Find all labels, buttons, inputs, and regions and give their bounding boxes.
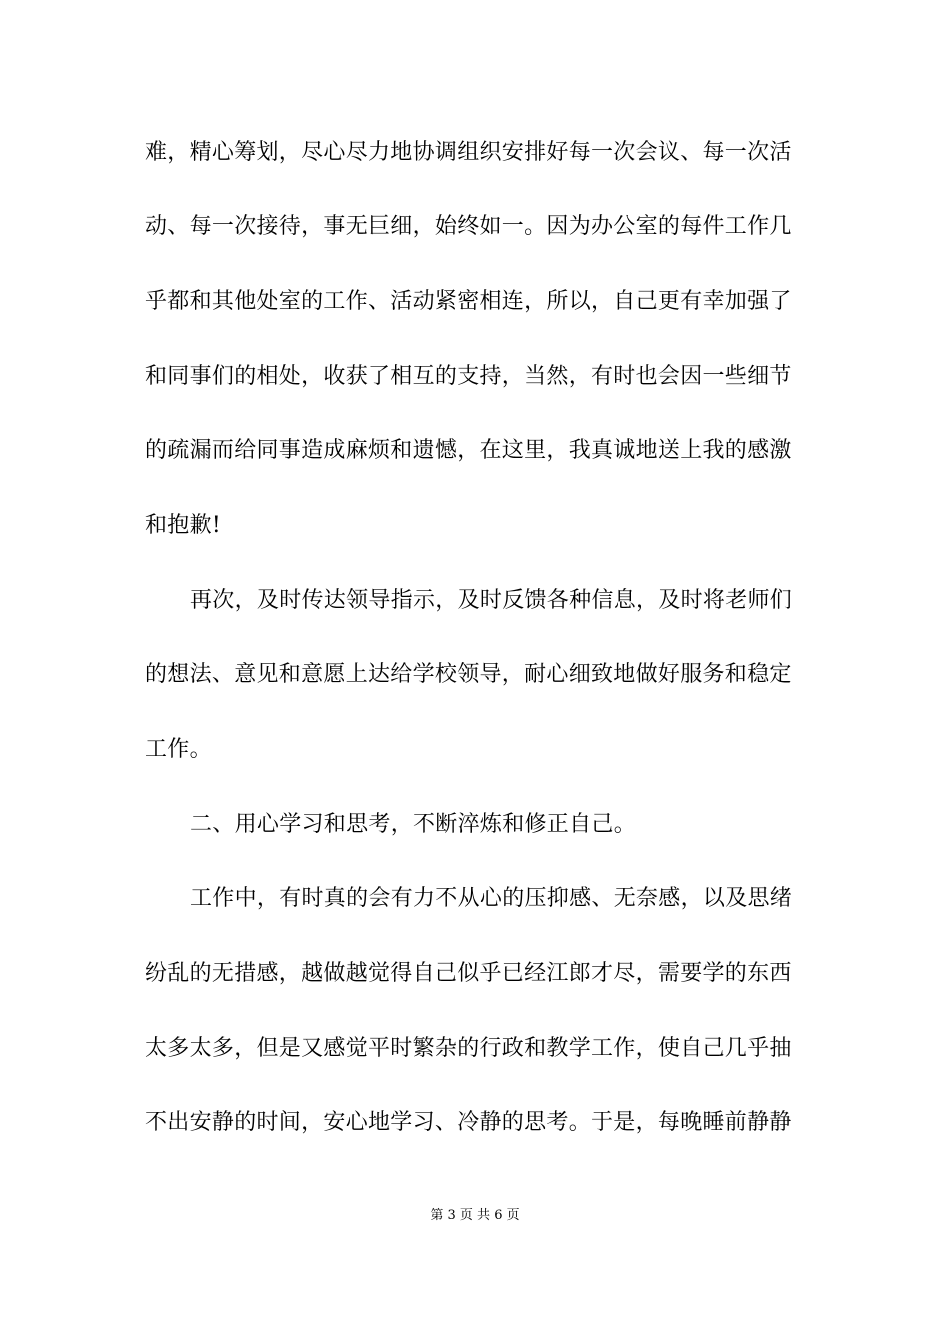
- body-line: 难，精心筹划，尽心尽力地协调组织安排好每一次会议、每一次活: [145, 140, 792, 165]
- body-line: 动、每一次接待，事无巨细，始终如一。因为办公室的每件工作几: [145, 214, 792, 239]
- body-line: 不出安静的时间，安心地学习、冷静的思考。于是，每晚睡前静静: [145, 1110, 792, 1135]
- body-line: 乎都和其他处室的工作、活动紧密相连，所以，自己更有幸加强了: [145, 289, 792, 314]
- body-line: 太多太多，但是又感觉平时繁杂的行政和教学工作，使自己几乎抽: [145, 1036, 792, 1061]
- paragraph-first-line: 再次，及时传达领导指示，及时反馈各种信息，及时将老师们: [190, 588, 793, 613]
- page-number-footer: 第 3 页 共 6 页: [430, 1208, 520, 1223]
- body-line: 纷乱的无措感，越做越觉得自己似乎已经江郎才尽，需要学的东西: [145, 961, 792, 986]
- body-line: 和同事们的相处，收获了相互的支持，当然，有时也会因一些细节: [145, 364, 792, 389]
- body-line: 的疏漏而给同事造成麻烦和遗憾，在这里，我真诚地送上我的感激: [145, 438, 792, 463]
- body-line: 的想法、意见和意愿上达给学校领导，耐心细致地做好服务和稳定: [145, 662, 792, 687]
- body-line: 工作。: [145, 737, 212, 762]
- paragraph-first-line: 工作中，有时真的会有力不从心的压抑感、无奈感，以及思绪: [190, 886, 793, 911]
- body-line: 和抱歉!: [145, 513, 222, 538]
- section-heading: 二、用心学习和思考，不断淬炼和修正自己。: [190, 812, 637, 837]
